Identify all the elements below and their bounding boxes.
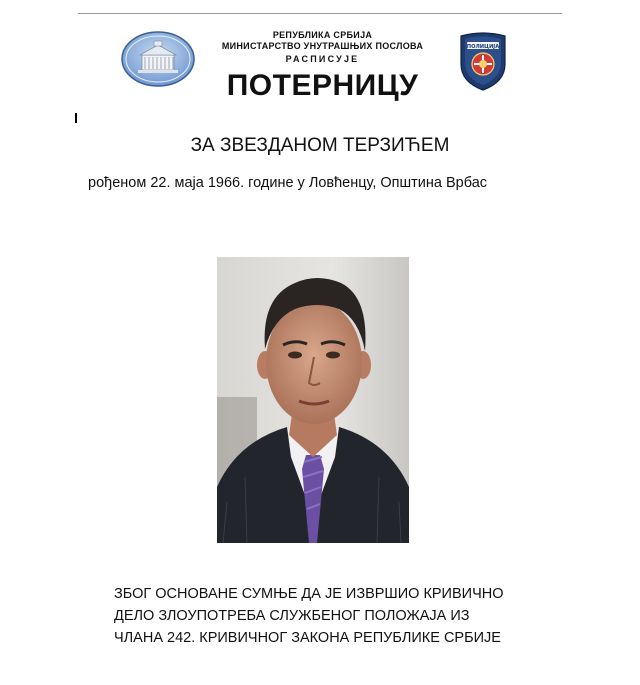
ministry-label: МИНИСТАРСТВО УНУТРАШЊИХ ПОСЛОВА [221,41,424,51]
birth-info: рођеном 22. маја 1966. године у Ловћенцу, Општина Врбас [88,175,488,191]
header-text-block [200,30,445,103]
reason-line: ДЕЛО ЗЛОУПОТРЕБА СЛУЖБЕНОГ ПОЛОЖАЈА ИЗ [114,608,470,624]
suspect-portrait [217,257,409,543]
document-type-title: ПОТЕРНИЦУ [226,69,419,102]
badge-text: ПОЛИЦИЈА [466,43,500,50]
reason-paragraph [114,583,584,649]
reason-line: ЗБОГ ОСНОВАНЕ СУМЊЕ ДА ЈЕ ИЗВРШИО КРИВИЧНО [114,586,504,602]
reason-line: ЧЛАНА 242. КРИВИЧНОГ ЗАКОНА РЕПУБЛИКЕ СРБИЈЕ [114,630,501,646]
police-badge-icon [455,30,511,92]
text-cursor-mark [75,113,77,123]
republic-label: РЕПУБЛИКА СРБИЈА [272,30,373,40]
ministry-emblem-icon [120,30,196,88]
top-divider [78,13,562,14]
subject-name: ЗА ЗВЕЗДАНОМ ТЕРЗИЋЕМ [190,135,450,156]
issues-label: РАСПИСУЈЕ [285,54,360,64]
